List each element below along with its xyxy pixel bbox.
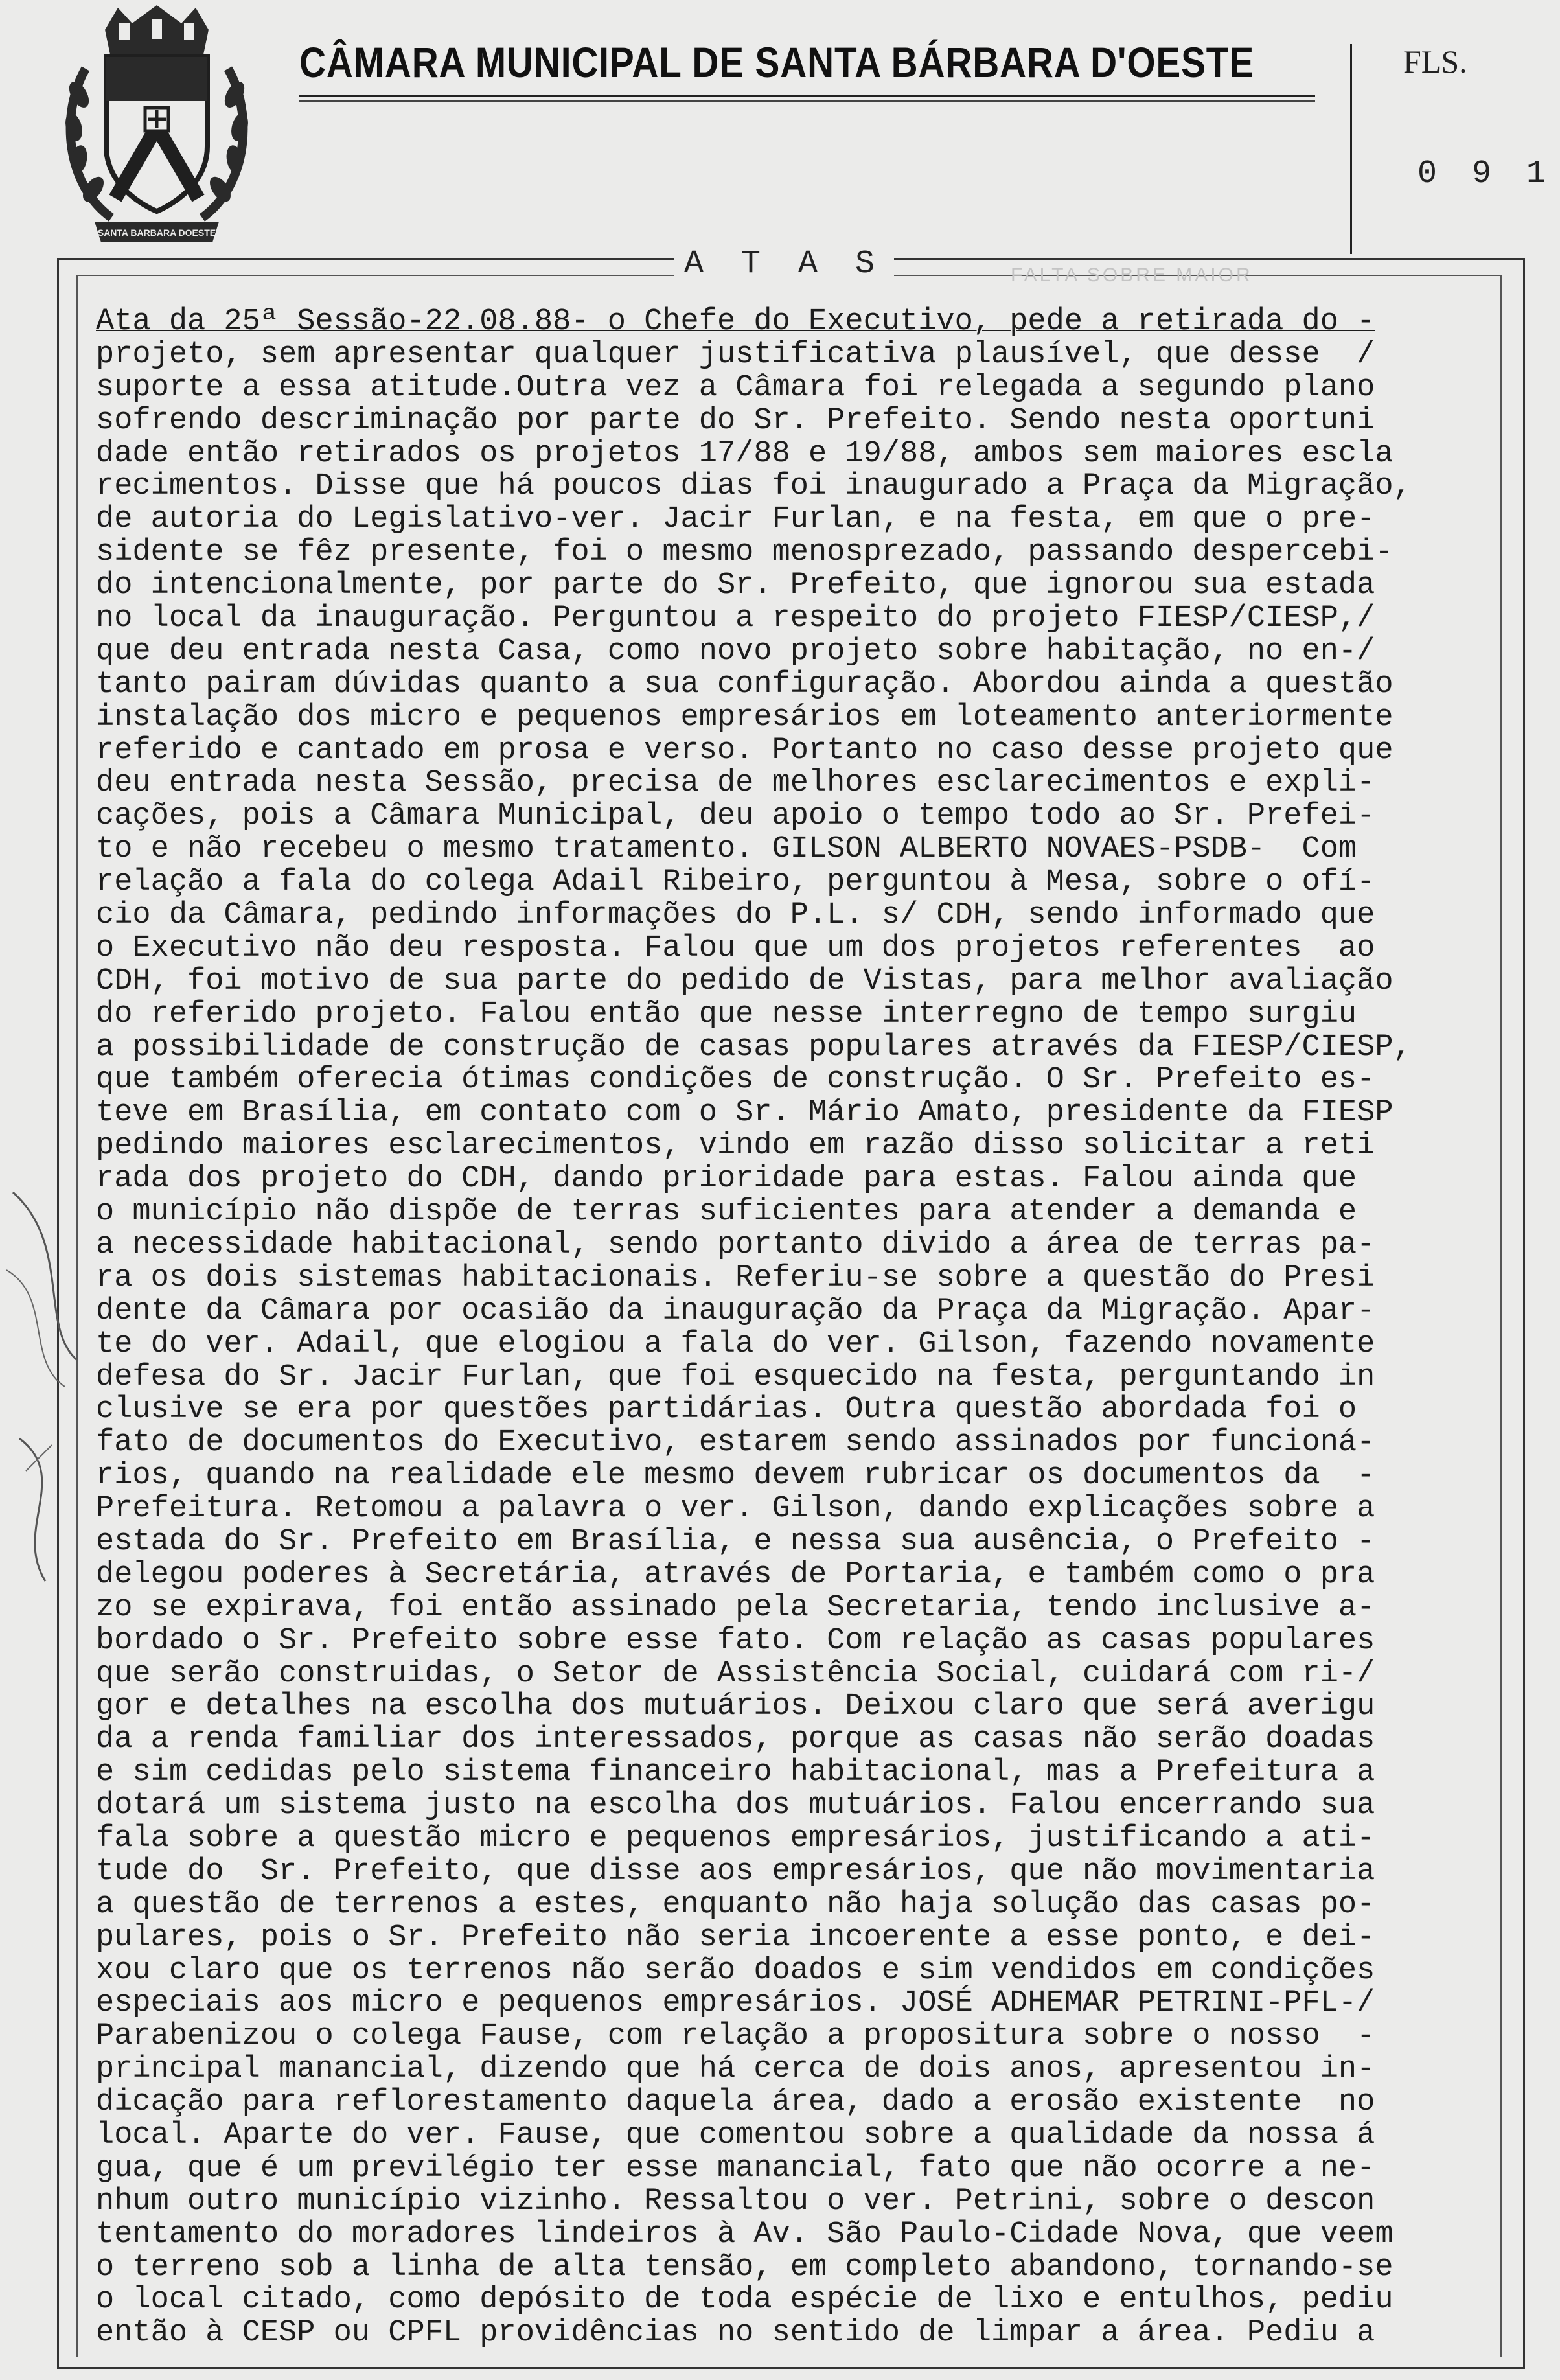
text-line: clusive se era por questões partidárias. Outra questão abordada foi o	[96, 1392, 1357, 1427]
text-line: a necessidade habitacional, sendo portanto divido a área de terras pa-	[96, 1227, 1375, 1262]
text-line: deu entrada nesta Sessão, precisa de melhores esclarecimentos e expli-	[96, 766, 1375, 801]
text-line: xou claro que os terrenos não serão doados e sim vendidos em condições	[96, 1953, 1375, 1988]
text-line: Parabenizou o colega Fause, com relação a propositura sobre o nosso -	[96, 2019, 1375, 2054]
title-rule	[299, 95, 1315, 97]
page-label: FLS.	[1403, 43, 1467, 80]
text-line: Ata da 25ª Sessão-22.08.88- o Chefe do Executivo, pede a retirada do -	[96, 305, 1375, 339]
text-line: suporte a essa atitude.Outra vez a Câmara foi relegada a segundo plano	[96, 370, 1375, 405]
text-line: nhum outro município vizinho. Ressaltou o ver. Petrini, sobre o descon	[96, 2184, 1375, 2219]
minutes-text	[96, 306, 1495, 2350]
text-line: no local da inauguração. Perguntou a respeito do projeto FIESP/CIESP,/	[96, 601, 1375, 636]
text-line: projeto, sem apresentar qualquer justificativa plausível, que desse /	[96, 337, 1375, 372]
text-line: recimentos. Disse que há poucos dias foi inaugurado a Praça da Migração,	[96, 469, 1412, 504]
text-line: dade então retirados os projetos 17/88 e 19/88, ambos sem maiores escla	[96, 436, 1394, 471]
text-line: do referido projeto. Falou então que nesse interregno de tempo surgiu	[96, 997, 1357, 1032]
text-line: sidente se fêz presente, foi o mesmo menosprezado, passando despercebi-	[96, 535, 1394, 570]
text-line: teve em Brasília, em contato com o Sr. Mário Amato, presidente da FIESP	[96, 1096, 1394, 1131]
municipal-coat-of-arms-icon	[60, 4, 254, 245]
text-line: relação a fala do colega Adail Ribeiro, perguntou à Mesa, sobre o ofí-	[96, 865, 1375, 900]
section-title: A T A S	[674, 244, 894, 285]
text-line: gor e detalhes na escolha dos mutuários. Deixou claro que será averigu	[96, 1689, 1375, 1724]
text-line: cações, pois a Câmara Municipal, deu apoio o tempo todo ao Sr. Prefei-	[96, 799, 1375, 834]
text-line: então à CESP ou CPFL providências no sentido de limpar a área. Pediu a	[96, 2316, 1375, 2351]
text-line: e sim cedidas pelo sistema financeiro habitacional, mas a Prefeitura a	[96, 1755, 1375, 1790]
text-line: pulares, pois o Sr. Prefeito não seria incoerente a esse ponto, e dei-	[96, 1920, 1375, 1955]
text-line: gua, que é um previlégio ter esse manancial, fato que não ocorre a ne-	[96, 2151, 1375, 2186]
text-line: ra os dois sistemas habitacionais. Referiu-se sobre a questão do Presi	[96, 1260, 1375, 1295]
text-line: estada do Sr. Prefeito em Brasília, e nessa sua ausência, o Prefeito -	[96, 1524, 1375, 1559]
text-line: fala sobre a questão micro e pequenos empresários, justificando a ati-	[96, 1821, 1375, 1856]
text-line: tentamento do moradores lindeiros à Av. São Paulo-Cidade Nova, que veem	[96, 2217, 1394, 2252]
text-line: sofrendo descriminação por parte do Sr. Prefeito. Sendo nesta oportuni	[96, 403, 1375, 438]
text-line: o terreno sob a linha de alta tensão, em completo abandono, tornando-se	[96, 2250, 1394, 2285]
header-divider	[1350, 44, 1352, 254]
crest-motto: SANTA BARBARA DOESTE	[97, 227, 216, 238]
text-line: que serão construidas, o Setor de Assistência Social, cuidará com ri-/	[96, 1656, 1375, 1691]
text-line: rada dos projeto do CDH, dando prioridade para estas. Falou ainda que	[96, 1162, 1357, 1197]
text-line: que também oferecia ótimas condições de construção. O Sr. Prefeito es-	[96, 1063, 1375, 1098]
text-line: referido e cantado em prosa e verso. Portanto no caso desse projeto que	[96, 733, 1394, 768]
text-line: dente da Câmara por ocasião da inauguração da Praça da Migração. Apar-	[96, 1293, 1375, 1328]
text-line: Prefeitura. Retomou a palavra o ver. Gilson, dando explicações sobre a	[96, 1492, 1375, 1527]
text-line: principal manancial, dizendo que há cerca de dois anos, apresentou in-	[96, 2052, 1375, 2087]
text-line: da a renda familiar dos interessados, porque as casas não serão doadas	[96, 1722, 1375, 1757]
text-line: rios, quando na realidade ele mesmo devem rubricar os documentos da -	[96, 1459, 1375, 1494]
text-line: defesa do Sr. Jacir Furlan, que foi esquecido na festa, perguntando in	[96, 1359, 1375, 1394]
text-line: to e não recebeu o mesmo tratamento. GILSON ALBERTO NOVAES-PSDB- Com	[96, 832, 1357, 867]
text-line: que deu entrada nesta Casa, como novo projeto sobre habitação, no en-/	[96, 634, 1375, 669]
text-line: a questão de terrenos a estes, enquanto não haja solução das casas po-	[96, 1887, 1375, 1922]
text-line: local. Aparte do ver. Fause, que comentou sobre a qualidade da nossa á	[96, 2118, 1375, 2153]
title-rule-secondary	[299, 100, 1315, 102]
text-line: CDH, foi motivo de sua parte do pedido de Vistas, para melhor avaliação	[96, 964, 1394, 999]
text-line: fato de documentos do Executivo, estarem sendo assinados por funcioná-	[96, 1426, 1375, 1461]
text-line: de autoria do Legislativo-ver. Jacir Furlan, e na festa, em que o pre-	[96, 502, 1375, 537]
text-line: o Executivo não deu resposta. Falou que um dos projetos referentes ao	[96, 930, 1375, 965]
text-line: te do ver. Adail, que elogiou a fala do ver. Gilson, fazendo novamente	[96, 1326, 1375, 1361]
text-line: a possibilidade de construção de casas populares através da FIESP/CIESP,	[96, 1030, 1412, 1065]
text-line: bordado o Sr. Prefeito sobre esse fato. Com relação as casas populares	[96, 1623, 1375, 1658]
text-line: delegou poderes à Secretária, através de Portaria, e também como o pra	[96, 1557, 1375, 1592]
text-line: zo se expirava, foi então assinado pela Secretaria, tendo inclusive a-	[96, 1590, 1375, 1625]
text-line: especiais aos micro e pequenos empresários. JOSÉ ADHEMAR PETRINI-PFL-/	[96, 1986, 1375, 2021]
text-line: dicação para reflorestamento daquela área, dado a erosão existente no	[96, 2085, 1375, 2120]
faint-bleedthrough-stamp: FALTA SOBRE MAIOR	[1011, 264, 1253, 286]
text-line: tanto pairam dúvidas quanto a sua configuração. Abordou ainda a questão	[96, 667, 1394, 702]
text-line: pedindo maiores esclarecimentos, vindo em razão disso solicitar a reti	[96, 1129, 1375, 1164]
text-line: cio da Câmara, pedindo informações do P.L. s/ CDH, sendo informado que	[96, 898, 1375, 933]
text-line: instalação dos micro e pequenos empresários em loteamento anteriormente	[96, 700, 1394, 735]
text-line: o local citado, como depósito de toda espécie de lixo e entulhos, pediu	[96, 2283, 1394, 2318]
text-line: dotará um sistema justo na escolha dos mutuários. Falou encerrando sua	[96, 1788, 1375, 1823]
text-line: do intencionalmente, por parte do Sr. Prefeito, que ignorou sua estada	[96, 568, 1375, 603]
chamber-title: CÂMARA MUNICIPAL DE SANTA BÁRBARA D'OESTE	[299, 38, 1255, 86]
text-line: o município não dispõe de terras suficientes para atender a demanda e	[96, 1195, 1357, 1230]
text-line: tude do Sr. Prefeito, que disse aos empresários, que não movimentaria	[96, 1854, 1375, 1889]
page-number: 0 9 1	[1417, 156, 1554, 192]
margin-pencil-marks	[0, 1166, 97, 1685]
